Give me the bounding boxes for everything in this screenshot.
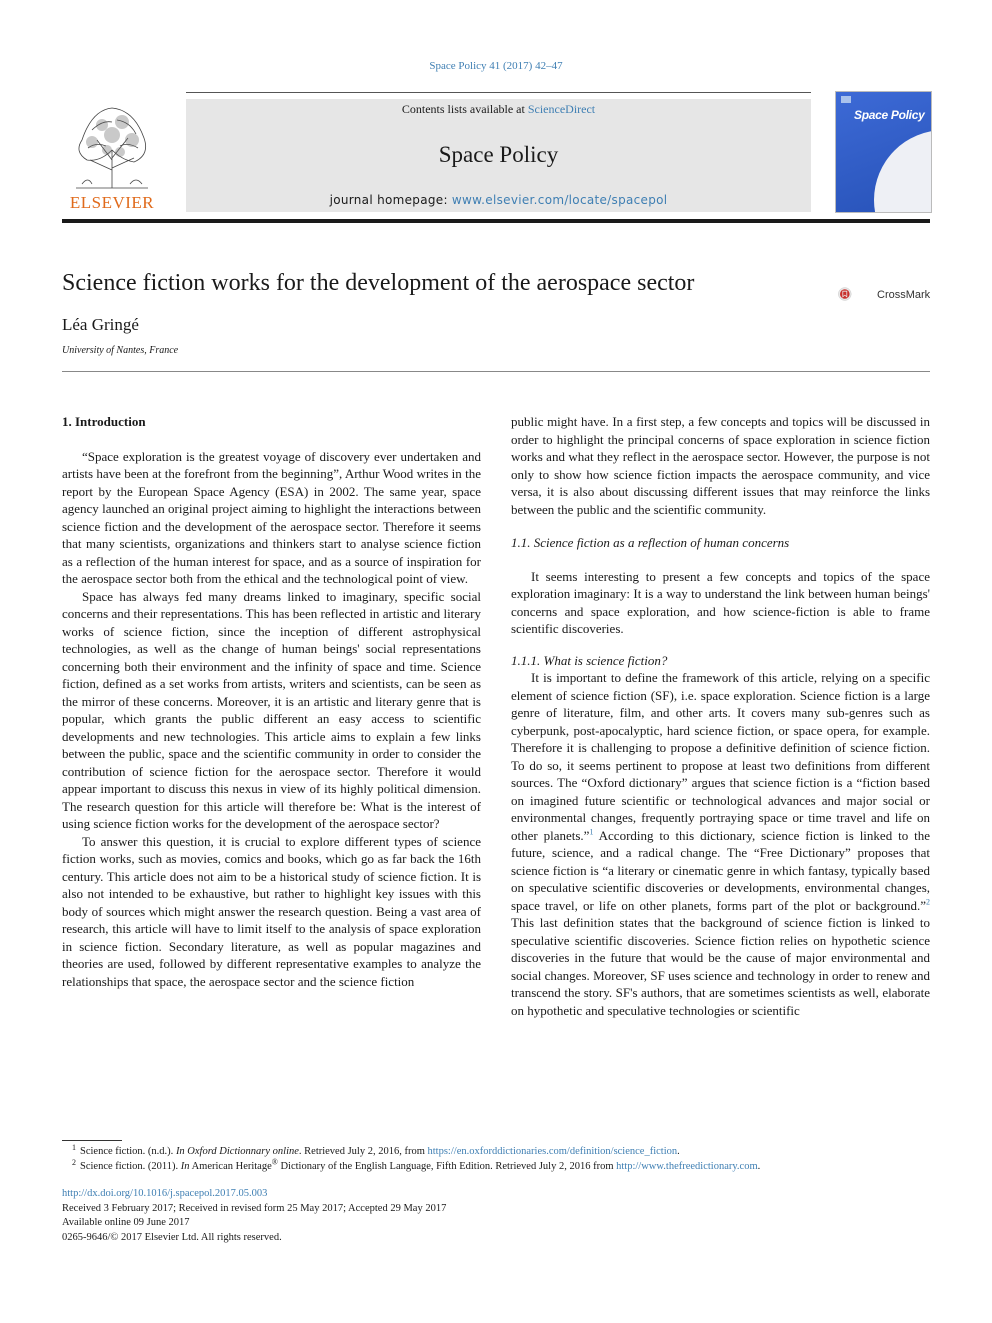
journal-citation[interactable]: Space Policy 41 (2017) 42–47	[429, 60, 563, 72]
author-name[interactable]: Léa Gringé	[62, 315, 139, 334]
available-online: Available online 09 June 2017	[62, 1217, 190, 1228]
homepage-prefix: journal homepage:	[329, 193, 452, 207]
footnote-italic: In Oxford Dictionnary online	[175, 1146, 299, 1157]
paragraph-definitions	[511, 669, 930, 1019]
header-divider	[62, 219, 930, 223]
contents-line	[186, 102, 811, 117]
crossmark-icon[interactable]	[838, 277, 876, 311]
registered-mark: ®	[271, 1157, 278, 1167]
title-divider	[62, 371, 930, 372]
article-metadata	[62, 1187, 930, 1245]
paragraph: To answer this question, it is crucial to explore different types of science fiction works, such as movies, comics and books, which go as far back the 16th century. This article does not aim to be a historical study of science fiction. It is also not intended to be exhaustive, but rather to highlight key issues with this body of sources which might answer the research question. Being a vast area of research, this article will have to limit itself to the analysis of space exploration in science fiction. Secondary literature, as well as popular magazines and theories are used, followed by different representative examples to analyze the relationships that space, the aerospace sector and the science fiction	[62, 833, 481, 989]
cover-corner-mark	[841, 96, 851, 103]
footnote-ref-1[interactable]: 1	[589, 827, 594, 837]
elsevier-wordmark[interactable]: ELSEVIER	[69, 193, 155, 212]
footnote-text: Science fiction. (n.d.).	[80, 1146, 176, 1157]
body-column-left	[62, 413, 481, 990]
masthead-top-rule	[186, 92, 811, 93]
subsubsection-heading: 1.1.1. What is science fiction?	[511, 652, 668, 668]
footnote-number: 1	[72, 1142, 76, 1152]
cover-arc	[874, 130, 932, 213]
definition-text-a: It is important to define the framework of this article, relying on a specific element of science fiction (SF), i.e. space exploration. Science fiction is a large genre of literature, film, and other arts. It covers many sub-genres such as cyberpunk, post-apocalyptic, hard science fiction, or space opera, for example. Therefore it is challenging to propose a definitive definition of science fiction. To do so, it seems pertinent to propose at least two definitions from different sources. The “Oxford dictionary” argues that science fiction is a “fiction based on imagined future scientific or technological advances and major social or environmental changes, frequently portraying space or time travel and life on other planets.”	[511, 670, 930, 843]
footnote-ref-2[interactable]: 2	[926, 897, 930, 907]
footnote-divider	[62, 1140, 122, 1141]
footnotes	[62, 1144, 930, 1174]
crossmark-label[interactable]: CrossMark	[877, 289, 931, 301]
footnote-text: Dictionary of the English Language, Fifth Edition. Retrieved July 2, 2016 from	[277, 1161, 617, 1172]
homepage-line	[186, 193, 811, 207]
footnote-text: Science fiction. (2011).	[80, 1161, 181, 1172]
footnote-text: .	[757, 1161, 761, 1172]
subsection-heading: 1.1. Science fiction as a reflection of human concerns	[511, 535, 790, 550]
journal-homepage-link[interactable]: www.elsevier.com/locate/spacepol	[451, 193, 668, 207]
journal-cover-thumbnail[interactable]	[835, 91, 932, 213]
footnote-text: . Retrieved July 2, 2016, from	[298, 1146, 428, 1157]
footnote-link[interactable]: https://en.oxforddictionaries.com/definition/science_fiction	[427, 1146, 678, 1157]
footnote-2	[62, 1159, 930, 1174]
copyright-notice: 0265-9646/© 2017 Elsevier Ltd. All rights reserved.	[62, 1231, 282, 1243]
footnote-1	[62, 1144, 930, 1159]
definition-text-c: This last definition states that the background of science fiction is linked to speculative scientific discoveries. Science fiction relies on hypothetic science discoveries in the future that would be the cause of major environmental and social changes. Moreover, SF uses science and technology in order to renew and transcend the story. SF's authors, that are sometimes scientists as well, elaborate on hypothetic and speculative technologies or scientific	[511, 915, 930, 1018]
footnote-link[interactable]: http://www.thefreedictionary.com	[616, 1161, 758, 1172]
received-dates: Received 3 February 2017; Received in revised form 25 May 2017; Accepted 29 May 2017	[62, 1202, 447, 1214]
footnote-text: American Heritage	[189, 1161, 272, 1172]
body-column-right	[511, 413, 930, 1019]
article-title: Science fiction works for the development of the aerospace sector	[62, 270, 695, 296]
paragraph-continued: public might have. In a first step, a few concepts and topics will be discussed in order to highlight the principal concerns of space exploration in science fiction works and what they reflect in the aerospace sector. However, the purpose is not only to show how science fiction impacts the aerospace community, and vice versa, it is also about discussing different issues that may reinforce the links between the public and the scientific community.	[511, 414, 930, 517]
cover-title: Space Policy	[854, 108, 925, 122]
paragraph: “Space exploration is the greatest voyage of discovery ever undertaken and artists have been at the forefront from the beginning”, Arthur Wood writes in the report by the European Space Agency (ESA) in 2002. The same year, space agency launched an original project aiming to highlight the interactions between science fiction and the development of the aerospace sector. Therefore it seems that many scientists, organizations and thinkers start to analyse science fiction as a reflection of the human interest for space, and as a source of inspiration for the aerospace sector both from the ethical and the technological point of view.	[62, 448, 481, 586]
sciencedirect-link[interactable]: ScienceDirect	[527, 102, 596, 116]
author-affiliation: University of Nantes, France	[62, 345, 179, 356]
section-heading-introduction: 1. Introduction	[62, 414, 146, 429]
doi-link[interactable]: http://dx.doi.org/10.1016/j.spacepol.2017.05.003	[62, 1188, 268, 1199]
paragraph: It seems interesting to present a few concepts and topics of the space exploration imaginary: It is a way to understand the link between human beings' concerns and space exploration, and how science-fiction is able to frame scientific discoveries.	[511, 568, 930, 636]
contents-prefix: Contents lists available at	[401, 102, 528, 116]
footnote-number: 2	[72, 1157, 76, 1167]
journal-name[interactable]: Space Policy	[438, 142, 559, 167]
footnote-text: .	[677, 1146, 680, 1157]
definition-text-b: According to this dictionary, science fiction is linked to the future, science, and a radical change. The “Free Dictionary” proposes that science fiction is “a literary or cinematic genre in which fantasy, typically based on speculative scientific discoveries or developments, environmental changes, space travel, or life on other planets, forms part of the plot or background.”	[511, 827, 930, 913]
paragraph: Space has always fed many dreams linked to imaginary, specific social concerns and their representations. This has been reflected in artistic and literary works of science fiction, since the inception of different astrophysical technologies, as well as the change of human beings' social representations concerning both their environment and the infinity of space and time. Science fiction, defined as a set works from artists, writers and scientists, can be seen as the mirror of these concerns. Moreover, it is an artistic and literary genre that is popular, which grants the public different an easy access to scientific developments and new technologies. This article aims to explain a few links between the public, space and the scientific community in order to consider the contribution of science fiction for the aerospace sector. Therefore it would appear important to discuss this nexus in view of its highly political dimension. The research question for this article will therefore be: What is the interest of using science fiction works for the development of the aerospace sector?	[62, 588, 481, 831]
footnote-italic: In	[180, 1161, 190, 1172]
